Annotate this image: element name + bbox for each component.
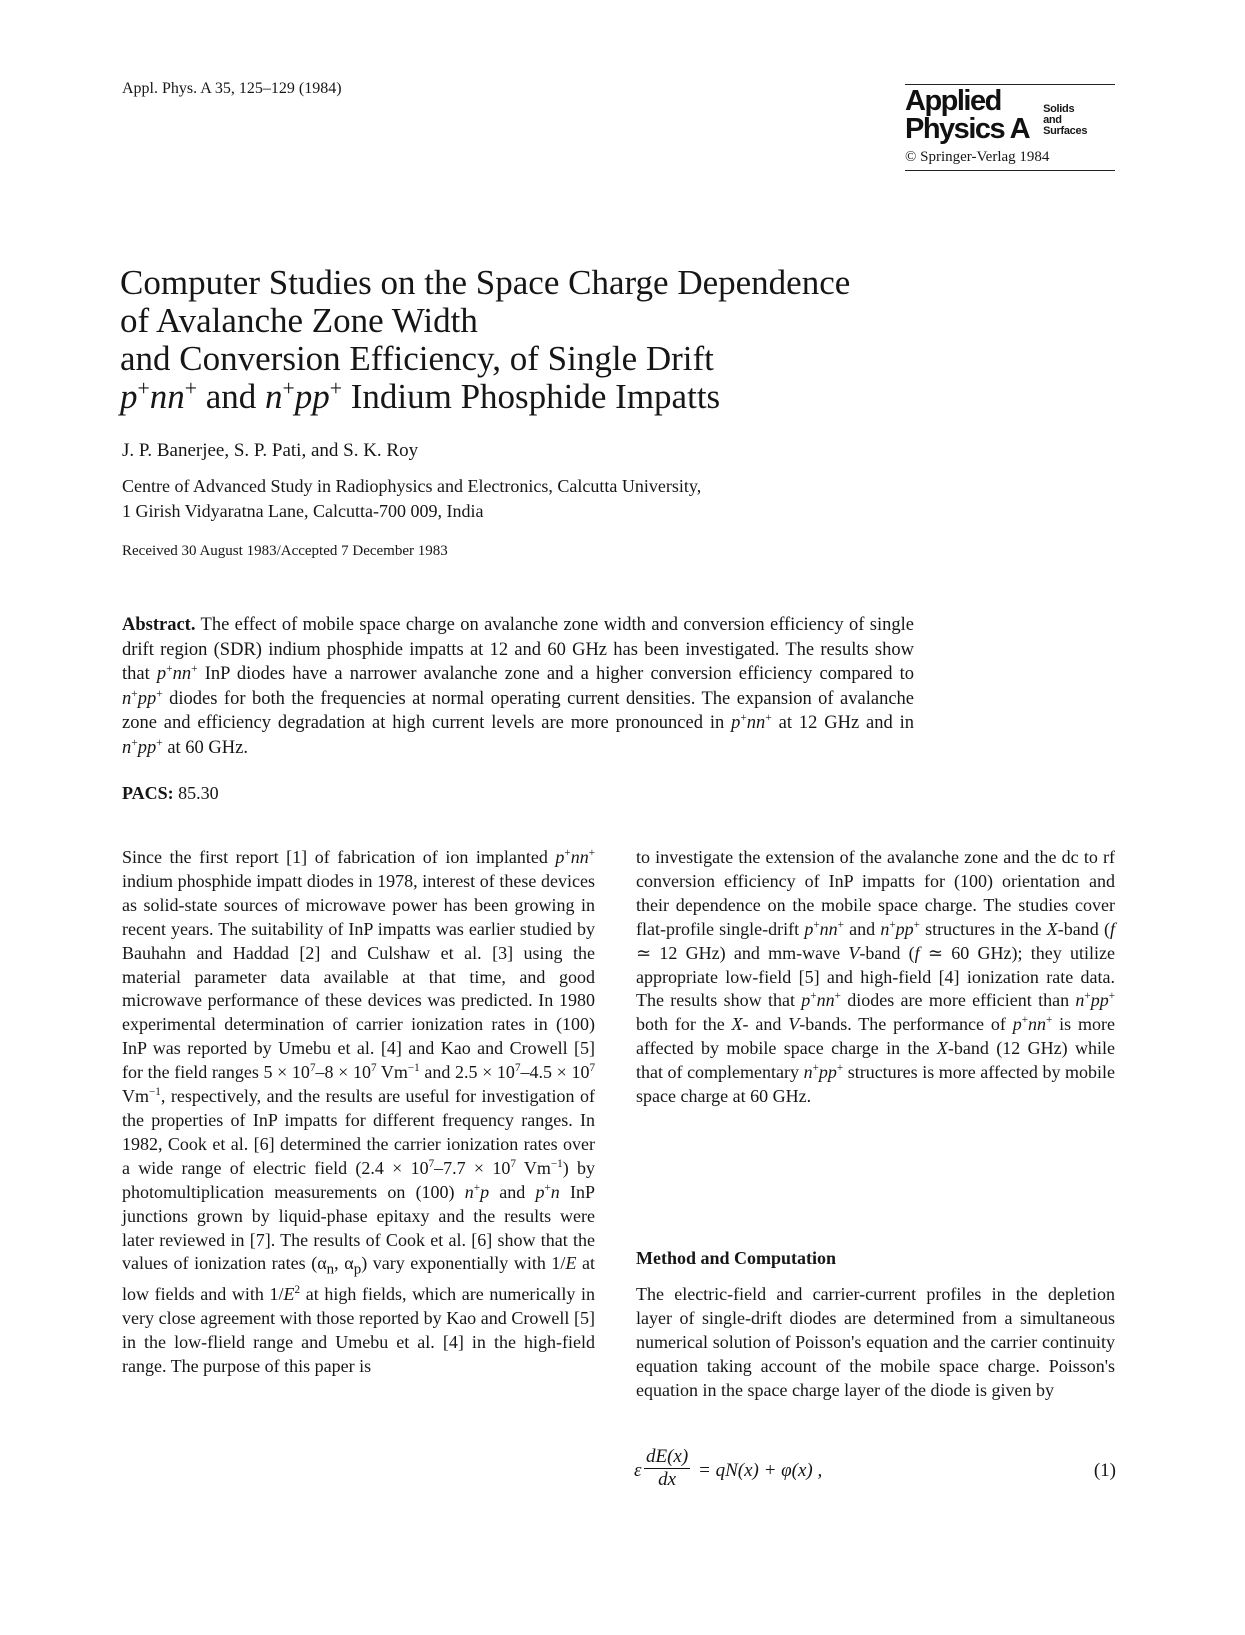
sym: +	[813, 918, 820, 931]
body-text: both for the	[636, 1014, 732, 1035]
journal-logo-text	[905, 87, 1029, 143]
received-dates: Received 30 August 1983/Accepted 7 December 1983	[122, 543, 448, 559]
sym: p	[353, 1262, 362, 1278]
sym: +	[473, 1181, 481, 1194]
body-text: -bands. The performance of	[799, 1014, 1013, 1035]
body-text: -band (	[1057, 918, 1110, 939]
t-and: and	[196, 377, 266, 416]
sym: nn	[816, 990, 835, 1011]
sym: E	[283, 1283, 295, 1304]
body-text: –4.5 × 10	[520, 1062, 590, 1083]
sym: nn	[746, 713, 766, 733]
body-text: Vm	[515, 1157, 551, 1178]
body-text: ≃ 60 GHz); they utilize appropriate low-field [5] and high-field [4] ionization rate data. The results show that	[636, 942, 1115, 1011]
sym: X	[936, 1038, 948, 1059]
eq-epsilon: ε	[634, 1460, 642, 1481]
masthead-rule-bottom	[905, 170, 1115, 171]
abstract-text: The effect of mobile space charge on avalanche zone width and conversion efficiency of single drift region (SDR) indium phosphide impatts at 12 and 60 GHz has been investigated. The results show that	[122, 615, 914, 684]
abstract-label: Abstract.	[122, 615, 196, 635]
sym: pp	[137, 737, 157, 758]
sym: +	[1046, 1014, 1053, 1027]
sym: −1	[550, 1157, 563, 1170]
sym: p	[801, 990, 811, 1011]
sym: +	[834, 990, 841, 1003]
sym: X	[1046, 918, 1058, 939]
body-text: and	[489, 1181, 536, 1202]
body-text: at low fields and with 1/	[122, 1253, 596, 1304]
eq-numerator: dE(x)	[646, 1446, 689, 1467]
body-text: to investigate the extension of the avalanche zone and the dc to rf conversion efficiency of InP impatts for (100) orientation and their dependence on the mobile space charge. The studies cover flat-profile single-drift	[636, 847, 1115, 939]
abstract-text: InP diodes have a narrower avalanche zone and a higher conversion efficiency compared to	[197, 664, 914, 684]
sym: +	[564, 847, 571, 859]
body-text: indium phosphide impatt diodes in 1978, interest of these devices as solid-state sources of microwave power has been growing in recent years. The suitability of InP impatts was earlier studied by Bauhahn and Haddad [2] and Culshaw et al. [3] using the material parameter data available at that time, and good microwave performance of these devices was predicted. In 1980 experimental determination of carrier ionization rates in (100) InP was reported by Umebu et al. [4] and Kao and Crowell [5] for the field ranges 5 × 10	[122, 870, 595, 1083]
sym: +	[836, 1062, 844, 1075]
sym: +	[889, 918, 896, 931]
sym: 7	[428, 1157, 435, 1170]
sym: 7	[589, 1062, 596, 1075]
t-n: n	[265, 377, 283, 416]
t-sup: +	[137, 376, 150, 401]
sym: E	[565, 1253, 577, 1274]
pacs	[122, 783, 219, 804]
title-line-4	[120, 378, 940, 416]
sym: p	[480, 1181, 490, 1202]
sym: 7	[514, 1062, 521, 1075]
sym: −1	[149, 1086, 161, 1099]
body-text: and 2.5 × 10	[419, 1062, 515, 1083]
affiliation-line-2: 1 Girish Vidyaratna Lane, Calcutta-700 009, India	[122, 501, 484, 521]
body-column-left	[122, 846, 595, 1379]
body-column-right	[636, 846, 1115, 1109]
sym: pp	[137, 688, 157, 709]
affiliation	[122, 474, 882, 524]
sym: 7	[510, 1157, 516, 1170]
body-text: ≃ 12 GHz) and mm-wave	[636, 942, 849, 963]
title-line-2: of Avalanche Zone Width	[120, 301, 478, 340]
sym: +	[837, 918, 844, 931]
body-text: Vm	[122, 1086, 149, 1107]
sym: 7	[309, 1062, 316, 1075]
sym: nn	[1028, 1014, 1046, 1035]
sym: f	[1109, 918, 1115, 939]
sym: p	[555, 847, 565, 867]
body-text: - and	[742, 1014, 789, 1035]
sym: 7	[370, 1062, 377, 1075]
sym: +	[156, 736, 163, 749]
section-heading-method: Method and Computation	[636, 1248, 837, 1268]
sym: pp	[895, 918, 914, 939]
logo-line-2: Physics A	[905, 113, 1030, 145]
sym: +	[913, 918, 920, 931]
affiliation-line-1: Centre of Advanced Study in Radiophysics and Electronics, Calcutta University,	[122, 476, 702, 496]
title-line-3: and Conversion Efficiency, of Single Drift	[120, 339, 714, 378]
sym: +	[740, 711, 747, 724]
section-label-2: and	[1043, 113, 1062, 126]
body-text: -band (12 GHz) while that of complementary	[636, 1038, 1116, 1083]
eq-number: (1)	[1093, 1460, 1116, 1481]
body-text: is more affected by mobile space charge in the	[636, 1014, 1115, 1059]
abstract-text: at 12 GHz and in	[771, 713, 914, 733]
sym: X	[731, 1014, 743, 1035]
eq-rhs: = qN(x) + φ(x) ,	[698, 1460, 823, 1481]
sym: p	[535, 1181, 545, 1202]
body-text: diodes are more efficient than	[840, 990, 1076, 1011]
sym: nn	[172, 664, 192, 684]
sym: +	[166, 662, 173, 675]
eq-denominator: dx	[658, 1469, 677, 1490]
sym: nn	[570, 847, 589, 867]
sym: 2	[294, 1283, 301, 1296]
sym: n	[880, 918, 890, 939]
sym: +	[1108, 990, 1115, 1003]
journal-masthead	[905, 84, 1115, 171]
section-label-1: Solids	[1043, 102, 1075, 115]
pacs-value: 85.30	[173, 783, 219, 803]
eq-fraction	[644, 1446, 690, 1491]
body-text: at high fields, which are numerically in very close agreement with those reported by Kao and Crowell [5] in the low-flield range and Umebu et al. [4] in the high-field range. The purpose of this paper is	[122, 1283, 595, 1376]
equation-1	[634, 1446, 1116, 1506]
sym: +	[191, 662, 198, 675]
sym: +	[765, 711, 772, 724]
sym: +	[810, 990, 817, 1003]
sym: +	[1021, 1014, 1028, 1027]
logo-line-1: Applied	[905, 85, 1001, 117]
t-rest: Indium Phosphide Impatts	[341, 377, 721, 416]
body-text: structures in the	[919, 918, 1047, 939]
copyright: © Springer-Verlag 1984	[905, 149, 1050, 165]
sym: +	[131, 687, 138, 700]
abstract-text: at 60 GHz.	[162, 737, 248, 758]
body-text: -band (	[859, 942, 915, 963]
sym: V	[848, 942, 860, 963]
body-text: ) vary exponentially with 1/	[361, 1253, 566, 1274]
sym: n	[550, 1181, 560, 1202]
body-text: , respectively, and the results are useful for investigation of the properties of InP impatts for different frequency ranges. In 1982, Cook et al. [6] determined the carrier ionization rates over a wide range of electric field (2.4 × 10	[122, 1086, 595, 1178]
t-sup: +	[184, 376, 197, 401]
sym: f	[914, 942, 920, 963]
title-line-1: Computer Studies on the Space Charge Dependence	[120, 263, 851, 302]
sym: +	[1084, 990, 1091, 1003]
body-text: and	[843, 918, 881, 939]
sym: p	[1012, 1014, 1022, 1035]
sym: n	[1075, 990, 1085, 1011]
sym: V	[788, 1014, 800, 1035]
sym: n	[326, 1262, 335, 1278]
sym: pp	[818, 1062, 837, 1083]
sym: +	[156, 687, 163, 700]
journal-logo	[905, 87, 1115, 143]
authors: J. P. Banerjee, S. P. Pati, and S. K. Roy	[122, 440, 419, 461]
sym: n	[122, 688, 132, 709]
sym: pp	[1090, 990, 1109, 1011]
sym: nn	[819, 918, 838, 939]
section-label-3: Surfaces	[1043, 124, 1088, 137]
body-text: structures is more affected by mobile space charge at 60 GHz.	[636, 1062, 1115, 1107]
method-paragraph: The electric-field and carrier-current profiles in the depletion layer of single-drift diodes are determined from a simultaneous numerical solution of Poisson's equation and the carrier continuity equation taking account of the mobile space charge. Poisson's equation in the space charge layer of the diode is given by	[636, 1284, 1115, 1400]
sym: +	[812, 1062, 819, 1075]
pacs-label: PACS:	[122, 783, 174, 803]
body-text: , α	[334, 1253, 354, 1274]
paper-title	[120, 264, 940, 416]
body-text: ) by photomultiplication measurements on (100)	[122, 1157, 595, 1202]
sym: n	[122, 737, 132, 758]
body-text: Vm	[376, 1062, 408, 1083]
t-sup: +	[282, 376, 295, 401]
sym: +	[544, 1181, 551, 1194]
sym: p	[156, 664, 167, 684]
sym: p	[731, 713, 741, 733]
t-sup: +	[329, 376, 342, 401]
body-text: Since the first report [1] of fabrication of ion implanted	[122, 847, 556, 867]
sym: −1	[407, 1062, 420, 1075]
body-text: InP junctions grown by liquid-phase epitaxy and the results were later reviewed in [7]. The results of Cook et al. [6] show that the values of ionization rates (α	[122, 1181, 595, 1274]
t-pp: pp	[294, 377, 330, 416]
sym: +	[588, 847, 595, 859]
body-text: –7.7 × 10	[434, 1157, 511, 1178]
abstract	[122, 613, 914, 760]
sym: n	[803, 1062, 813, 1083]
abstract-text: diodes for both the frequencies at normal operating current densities. The expansion of avalanche zone and efficiency degradation at high current levels are more pronounced in	[122, 688, 914, 733]
journal-section-label	[1043, 104, 1087, 137]
t-p: p	[120, 377, 138, 416]
sym: n	[464, 1181, 474, 1202]
sym: +	[131, 736, 138, 749]
journal-citation: Appl. Phys. A 35, 125–129 (1984)	[122, 80, 342, 97]
body-text: –8 × 10	[315, 1062, 371, 1083]
sym: p	[804, 918, 814, 939]
t-nn: nn	[149, 377, 185, 416]
